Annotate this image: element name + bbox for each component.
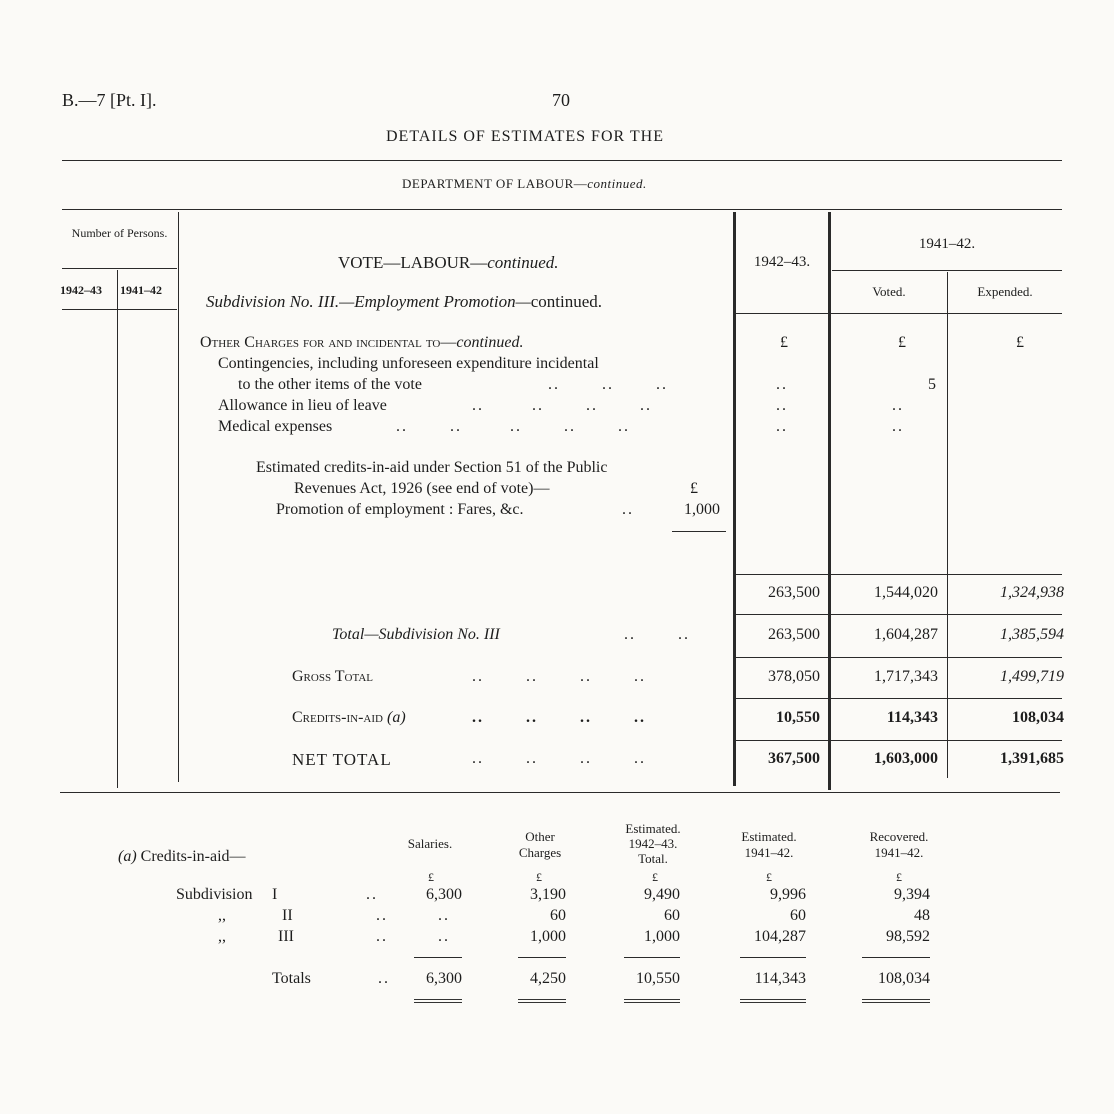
other-charges-label: Other Charges for and incidental to— xyxy=(200,334,457,351)
table-bottom-rule xyxy=(60,792,1060,793)
fn-row-label: ,, xyxy=(218,907,226,924)
title-rule xyxy=(62,160,1062,161)
fn-cell-recovered: 48 xyxy=(914,907,930,924)
fn-header-est-total xyxy=(606,821,700,866)
fn-header-recovered xyxy=(852,829,946,861)
credits-expended: 108,034 xyxy=(1012,709,1064,726)
gross-total-label: Gross Total xyxy=(292,668,374,685)
subtotal-voted: 1,544,020 xyxy=(874,584,938,601)
total-sub-rule xyxy=(734,614,1062,615)
fn-header-other xyxy=(500,829,580,861)
footnote-marker: (a) xyxy=(118,848,137,865)
leader-dots: .. .. .. .. xyxy=(472,397,652,414)
leader-dots: .. .. xyxy=(624,626,690,643)
subdivision-title: Subdivision No. III.—Employment Promotion— xyxy=(206,292,531,311)
credits-voted: 114,343 xyxy=(886,709,938,726)
credits-in-aid-label: Credits-in-aid xyxy=(292,709,383,726)
money-header-rule xyxy=(734,313,1062,314)
footnote-title xyxy=(118,848,246,866)
persons-year-divider xyxy=(117,270,118,788)
currency-voted: £ xyxy=(898,334,906,351)
fn-cell-est-1941: 104,287 xyxy=(754,928,806,945)
vote-heading xyxy=(338,253,559,273)
leader-dots: .. xyxy=(376,907,388,924)
fn-rule xyxy=(740,957,806,958)
fn-header-est-1941-1: Estimated. xyxy=(741,829,797,844)
fn-row-label: Subdivision xyxy=(176,886,253,903)
subdivision-heading xyxy=(206,292,602,312)
fn-row-roman: I xyxy=(272,886,278,903)
fn-cell-est-1941: 9,996 xyxy=(770,886,806,903)
contingencies-voted: 5 xyxy=(928,376,936,393)
fn-total-salaries: 6,300 xyxy=(426,970,462,987)
net-rule xyxy=(734,740,1062,741)
fn-header-other-2: Charges xyxy=(518,845,562,860)
leader-dots: .. xyxy=(378,970,390,987)
gross-voted: 1,717,343 xyxy=(874,668,938,685)
allowance-label: Allowance in lieu of leave xyxy=(218,397,387,414)
total-sub-est: 263,500 xyxy=(768,626,820,643)
fn-totals-label: Totals xyxy=(272,970,311,987)
net-total-label: NET TOTAL xyxy=(292,750,392,769)
footnote-title-text: Credits-in-aid— xyxy=(140,848,246,865)
fn-double-rule xyxy=(414,999,462,1003)
page-title: DETAILS OF ESTIMATES FOR THE xyxy=(386,128,664,145)
fn-header-est-total-2: 1942–43. xyxy=(628,836,678,851)
department-name: DEPARTMENT OF LABOUR— xyxy=(402,176,588,191)
col-header-1942: 1942–43. xyxy=(753,254,811,270)
leader-dots: .. .. .. .. xyxy=(472,668,646,685)
credits-note-line-3: Promotion of employment : Fares, &c. xyxy=(276,501,524,518)
persons-year-rule xyxy=(62,309,177,310)
document-reference: B.—7 [Pt. I]. xyxy=(62,90,157,110)
col-header-voted: Voted. xyxy=(872,284,906,299)
persons-year-1941: 1941–42 xyxy=(120,283,162,297)
fn-currency: £ xyxy=(536,870,542,884)
persons-column-divider xyxy=(178,212,179,782)
fn-cell-other: 60 xyxy=(550,907,566,924)
col-header-expended: Expended. xyxy=(977,284,1033,299)
fn-rule xyxy=(518,957,566,958)
vote-title: VOTE—LABOUR— xyxy=(338,253,488,272)
currency-1942: £ xyxy=(780,334,788,351)
fn-cell-est-1941: 60 xyxy=(790,907,806,924)
fn-header-est-total-3: Total. xyxy=(638,851,668,866)
net-est: 367,500 xyxy=(768,750,820,767)
net-expended: 1,391,685 xyxy=(1000,750,1064,767)
fn-total-recovered: 108,034 xyxy=(878,970,930,987)
subdivision-continued: continued. xyxy=(530,292,602,311)
gross-rule xyxy=(734,657,1062,658)
fn-cell-salaries: .. xyxy=(438,907,450,924)
fn-currency: £ xyxy=(652,870,658,884)
number-of-persons-header: Number of Persons. xyxy=(71,226,168,240)
fn-header-recovered-2: 1941–42. xyxy=(874,845,924,860)
fn-currency: £ xyxy=(428,870,434,884)
credits-note-line-1: Estimated credits-in-aid under Section 51 of the Public xyxy=(256,459,608,476)
fn-double-rule xyxy=(740,999,806,1003)
fn-cell-other: 3,190 xyxy=(530,886,566,903)
leader-dots: .. xyxy=(892,397,904,414)
fn-double-rule xyxy=(862,999,930,1003)
leader-dots: .. .. .. .. .. xyxy=(396,418,630,435)
leader-dots: .. xyxy=(776,418,788,435)
fn-double-rule xyxy=(518,999,566,1003)
fn-rule xyxy=(414,957,462,958)
vote-continued: continued. xyxy=(487,253,559,272)
fn-header-est-1941 xyxy=(722,829,816,861)
fn-cell-recovered: 9,394 xyxy=(894,886,930,903)
fares-underline xyxy=(672,531,726,532)
leader-dots: .. .. .. .. xyxy=(472,709,646,726)
fn-total-est-total: 10,550 xyxy=(636,970,680,987)
fn-cell-est-total: 9,490 xyxy=(644,886,680,903)
contingencies-line-1: Contingencies, including unforeseen expenditure incidental xyxy=(218,355,599,372)
fn-cell-salaries: 6,300 xyxy=(426,886,462,903)
table-top-rule xyxy=(62,209,1062,210)
fn-rule xyxy=(624,957,680,958)
col-divider-1942 xyxy=(733,212,736,786)
fn-cell-other: 1,000 xyxy=(530,928,566,945)
subtotal-est: 263,500 xyxy=(768,584,820,601)
fn-currency: £ xyxy=(766,870,772,884)
fn-total-other: 4,250 xyxy=(530,970,566,987)
col-header-1941-rule xyxy=(832,270,1062,271)
fn-row-roman: III xyxy=(278,928,294,945)
credits-note-currency: £ xyxy=(690,480,698,497)
total-sub-voted: 1,604,287 xyxy=(874,626,938,643)
fn-row-roman: II xyxy=(282,907,293,924)
fn-header-other-1: Other xyxy=(525,829,555,844)
col-header-1941: 1941–42. xyxy=(918,236,976,252)
col-divider-expended xyxy=(947,272,948,778)
fn-rule xyxy=(862,957,930,958)
fn-cell-est-total: 60 xyxy=(664,907,680,924)
fn-currency: £ xyxy=(896,870,902,884)
credits-note-marker: (a) xyxy=(387,709,406,726)
subtotal-rule xyxy=(734,574,1062,575)
credits-in-aid-row-label xyxy=(292,709,406,727)
leader-dots: .. .. .. xyxy=(548,376,668,393)
fn-cell-salaries: .. xyxy=(438,928,450,945)
fares-amount: 1,000 xyxy=(684,501,720,518)
net-voted: 1,603,000 xyxy=(874,750,938,767)
fn-header-salaries: Salaries. xyxy=(407,836,453,851)
leader-dots: .. xyxy=(776,376,788,393)
subtotal-expended: 1,324,938 xyxy=(1000,584,1064,601)
total-sub-expended: 1,385,594 xyxy=(1000,626,1064,643)
leader-dots: .. xyxy=(376,928,388,945)
gross-expended: 1,499,719 xyxy=(1000,668,1064,685)
currency-expended: £ xyxy=(1016,334,1024,351)
fn-row-label: ,, xyxy=(218,928,226,945)
leader-dots: .. xyxy=(622,501,634,518)
credits-note-line-2: Revenues Act, 1926 (see end of vote)— xyxy=(294,480,550,497)
leader-dots: .. .. .. .. xyxy=(472,750,646,767)
other-charges-continued: continued. xyxy=(456,334,524,351)
fn-double-rule xyxy=(624,999,680,1003)
credits-rule xyxy=(734,698,1062,699)
persons-header-rule xyxy=(62,268,177,269)
fn-total-est-1941: 114,343 xyxy=(754,970,806,987)
fn-cell-recovered: 98,592 xyxy=(886,928,930,945)
contingencies-line-2: to the other items of the vote xyxy=(238,376,422,393)
medical-label: Medical expenses xyxy=(218,418,333,435)
department-continued: continued. xyxy=(587,176,647,191)
other-charges-heading xyxy=(200,334,523,352)
persons-year-1942: 1942–43 xyxy=(60,283,102,297)
leader-dots: .. xyxy=(892,418,904,435)
credits-est: 10,550 xyxy=(776,709,820,726)
fn-cell-est-total: 1,000 xyxy=(644,928,680,945)
leader-dots: .. xyxy=(366,886,378,903)
fn-header-recovered-1: Recovered. xyxy=(869,829,929,844)
total-subdivision-label: Total—Subdivision No. III xyxy=(332,626,500,643)
leader-dots: .. xyxy=(776,397,788,414)
fn-header-est-total-1: Estimated. xyxy=(625,821,681,836)
col-divider-1941 xyxy=(828,212,831,790)
department-heading xyxy=(402,176,647,192)
page-number: 70 xyxy=(552,90,570,110)
gross-est: 378,050 xyxy=(768,668,820,685)
fn-header-est-1941-2: 1941–42. xyxy=(744,845,794,860)
